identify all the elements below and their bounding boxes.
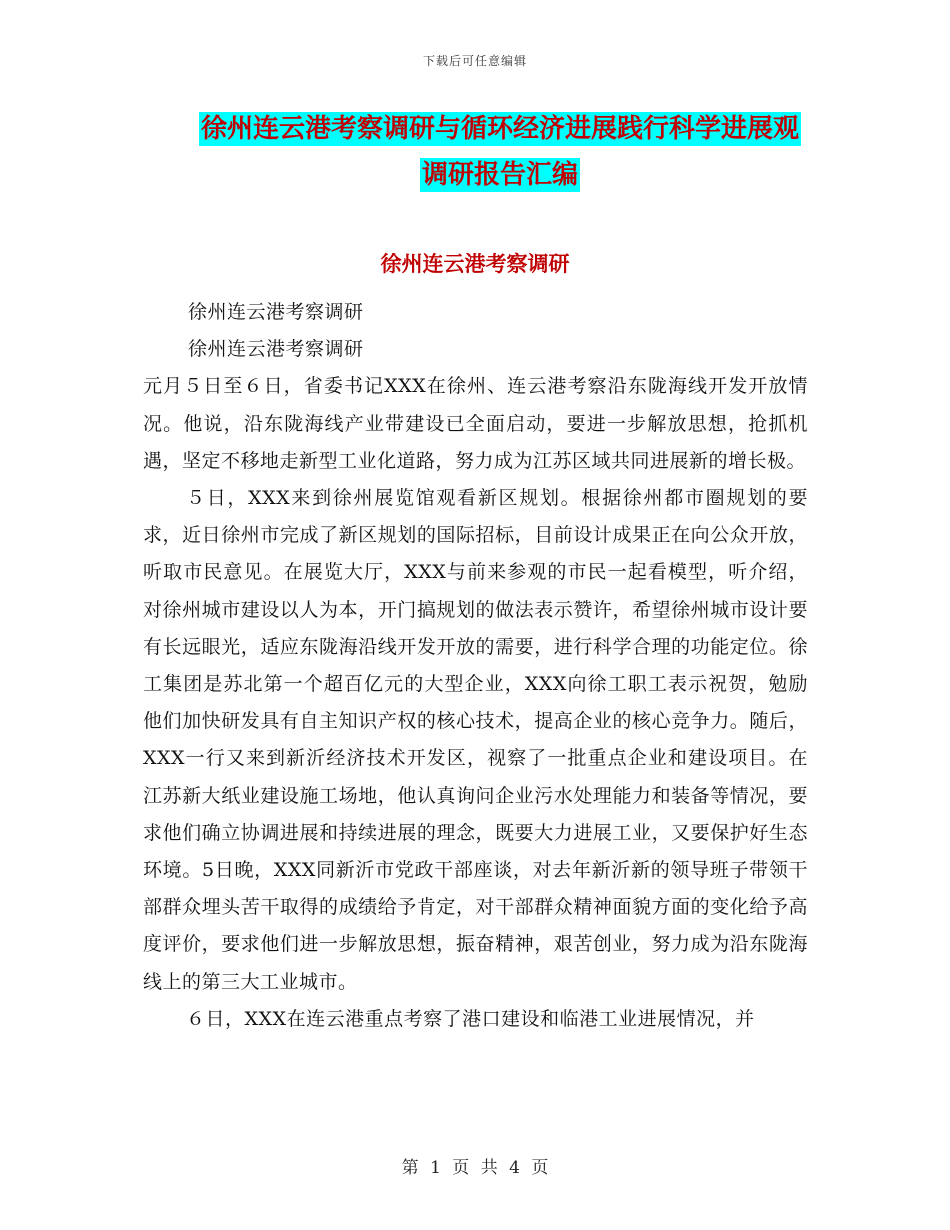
title-line-2: 调研报告汇编: [421, 160, 578, 190]
document-body: [143, 294, 808, 1038]
subheading-line: 徐州连云港考察调研: [188, 301, 364, 323]
header-note: 下载后可任意编辑: [422, 54, 527, 68]
paragraph: 元月５日至６日，省委书记XXX在徐州、连云港考察沿东陇海线开发开放情况。他说，沿东陇海线产业带建设已全面启动，要进一步解放思想，抢抓机遇，坚定不移地走新型工业化道路，努力成为江苏区域共同进展新的增长极。: [143, 375, 808, 472]
section-title: 徐州连云港考察调研: [380, 252, 570, 276]
subheading-line: 徐州连云港考察调研: [188, 338, 364, 361]
paragraph: ５日，XXX来到徐州展览馆观看新区规划。根据徐州都市圈规划的要求，近日徐州市完成了新区规划的国际招标，目前设计成果正在向公众开放，听取市民意见。在展览大厅，XXX与前来参观的市民一起看模型，听介绍，对徐州城市建设以人为本，开门搞规划的做法表示赞许，希望徐州城市设计要有长远眼光，适应东陇海沿线开发开放的需要，进行科学合理的功能定位。徐工集团是苏北第一个超百亿元的大型企业，XXX向徐工职工表示祝贺，勉励他们加快研发具有自主知识产权的核心技术，提高企业的核心竞争力。随后，XXX一行又来到新沂经济技术开发区，视察了一批重点企业和建设项目。在江苏新大纸业建设施工场地，他认真询问企业污水处理能力和装备等情况，要求他们确立协调进展和持续进展的理念，既要大力进展工业，又要保护好生态环境。5日晚，XXX同新沂市党政干部座谈，对去年新沂新的领导班子带领干部群众埋头苦干取得的成绩给予肯定，对干部群众精神面貌方面的变化给予高度评价，要求他们进一步解放思想，振奋精神，艰苦创业，努力成为沿东陇海线上的第三大工业城市。: [143, 487, 808, 993]
paragraph: ６日，XXX在连云港重点考察了港口建设和临港工业进展情况，并: [186, 1007, 755, 1030]
title-line-1: 徐州连云港考察调研与循环经济进展践行科学进展观: [200, 114, 799, 144]
document-title: [140, 106, 860, 198]
page-number: 第 1 页 共 4 页: [401, 1158, 549, 1178]
